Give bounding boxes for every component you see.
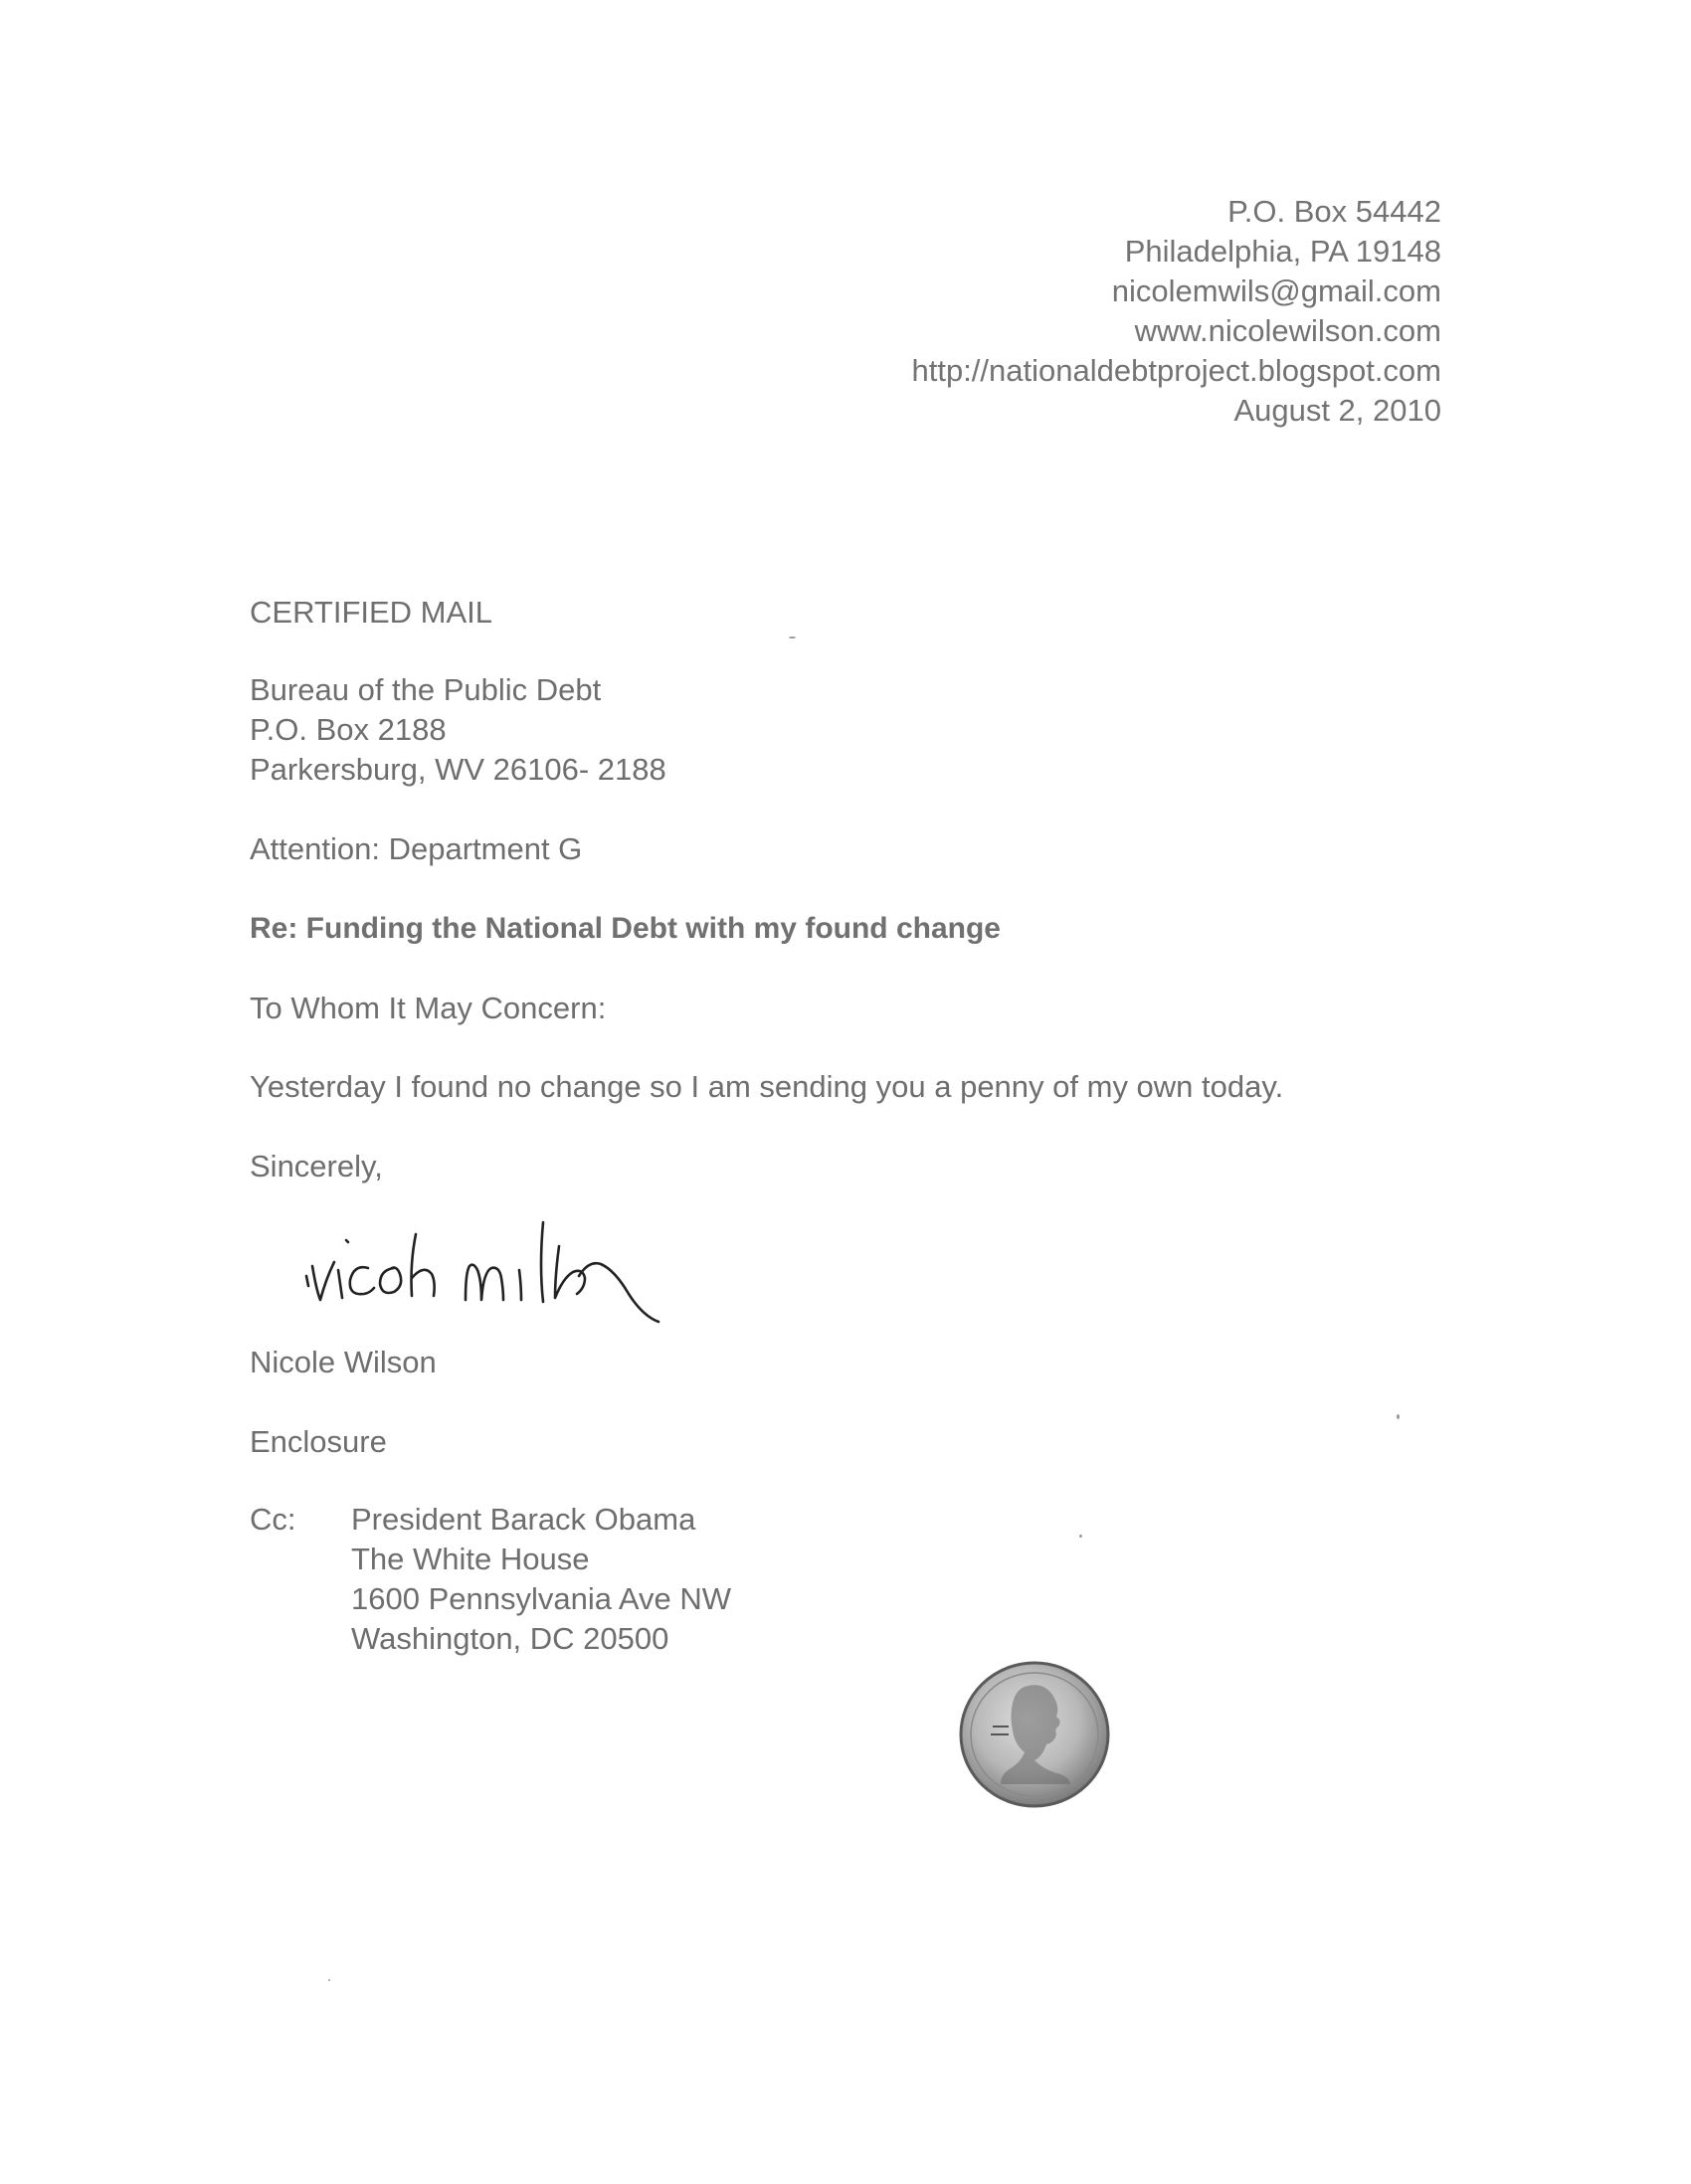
sender-address-block [911, 192, 1441, 431]
cc-street: 1600 Pennsylvania Ave NW [351, 1581, 731, 1616]
cc-organization: The White House [351, 1542, 590, 1576]
sender-blog: http://nationaldebtproject.blogspot.com [911, 353, 1441, 388]
penny-coin-icon [955, 1659, 1114, 1810]
handwritten-signature-icon [298, 1218, 816, 1328]
recipient-city-state-zip: Parkersburg, WV 26106- 2188 [250, 752, 666, 787]
cc-address-block [351, 1500, 731, 1659]
scan-speck [1079, 1535, 1082, 1538]
enclosure-line: Enclosure [250, 1424, 387, 1459]
salutation: To Whom It May Concern: [250, 991, 607, 1025]
sender-website: www.nicolewilson.com [1134, 313, 1441, 348]
cc-name: President Barack Obama [351, 1502, 696, 1537]
scan-speck [1397, 1414, 1400, 1419]
delivery-method: CERTIFIED MAIL [250, 595, 493, 630]
scan-speck [328, 1979, 330, 1981]
recipient-address-block [250, 670, 666, 790]
cc-label: Cc: [250, 1502, 296, 1537]
sender-po-box: P.O. Box 54442 [1227, 194, 1441, 229]
letter-date: August 2, 2010 [1233, 393, 1441, 428]
letter-body: Yesterday I found no change so I am sending you a penny of my own today. [250, 1069, 1284, 1104]
closing: Sincerely, [250, 1149, 383, 1183]
scan-speck [789, 637, 796, 638]
attention-line: Attention: Department G [250, 831, 583, 866]
sender-email: nicolemwils@gmail.com [1111, 273, 1441, 308]
subject-line: Re: Funding the National Debt with my found change [250, 912, 1001, 945]
sender-city-state-zip: Philadelphia, PA 19148 [1124, 234, 1441, 269]
cc-city-state-zip: Washington, DC 20500 [351, 1621, 669, 1656]
signer-name: Nicole Wilson [250, 1345, 437, 1379]
recipient-po-box: P.O. Box 2188 [250, 712, 447, 747]
recipient-name: Bureau of the Public Debt [250, 672, 602, 707]
